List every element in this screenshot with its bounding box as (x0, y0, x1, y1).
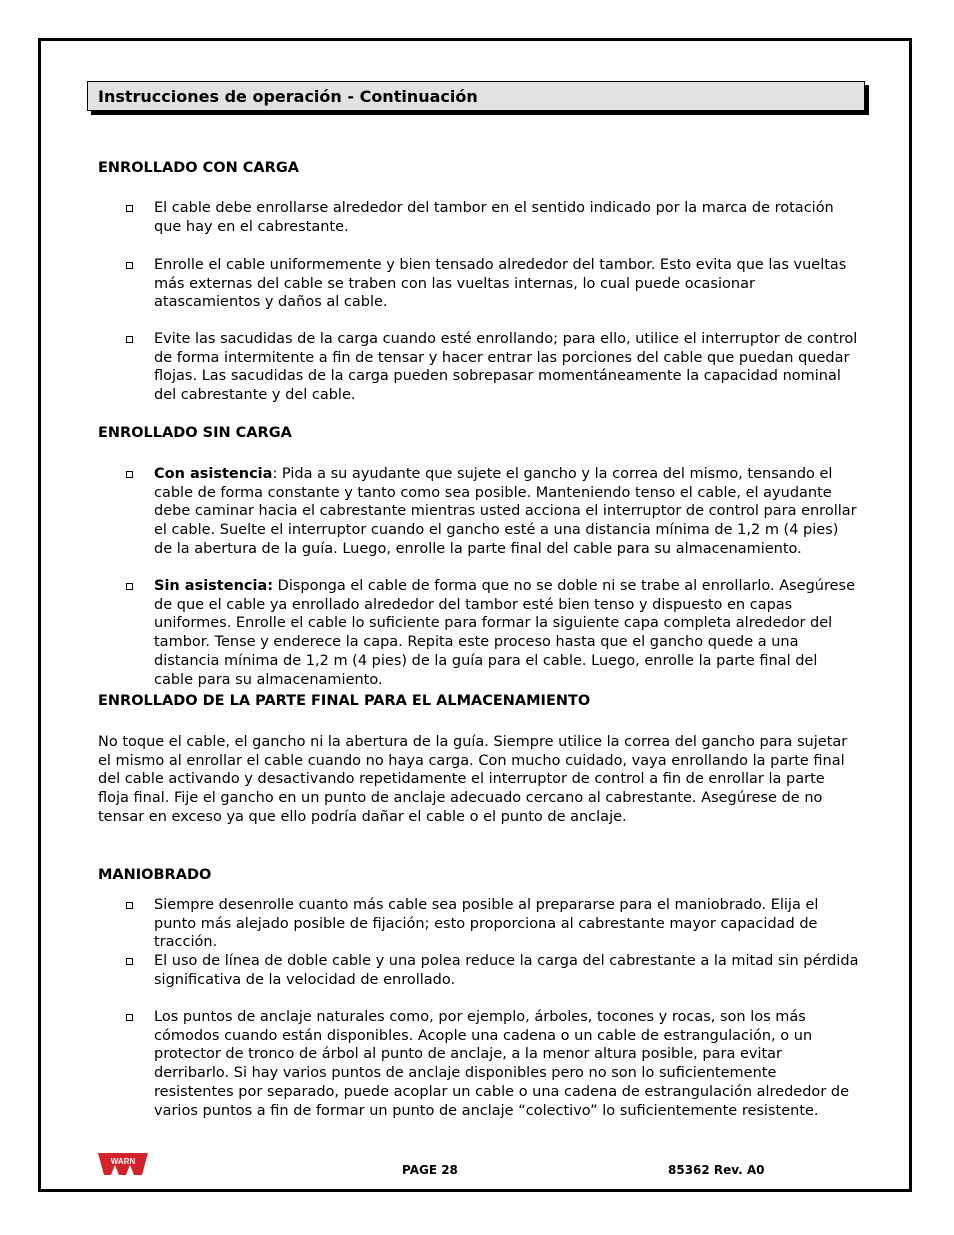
heading-enrollado-sin-carga: ENROLLADO SIN CARGA (98, 425, 292, 441)
warn-logo-icon (97, 1151, 149, 1177)
list-item: Siempre desenrolle cuanto más cable sea posible al prepararse para el maniobrado. Elija el punto más alejado posible de fijación; esto proporciona al cabrestante mayor capacidad de tracción. (154, 897, 819, 951)
bullet-square-icon (126, 336, 133, 343)
paragraph-parte-final: No toque el cable, el gancho ni la abertura de la guía. Siempre utilice la correa del gancho para sujetar el mismo al enrollar el cable cuando no haya carga. Con mucho cuidado, vaya enrollando la parte final del cable activando y desactivando repetidamente el interruptor de control a fin de enrollar la parte floja final. Fije el gancho en un punto de anclaje adecuado cercano al cabrestante. Asegúrese de no tensar en exceso ya que ello podría dañar el cable o el punto de anclaje. (98, 734, 848, 825)
bullet-square-icon (126, 471, 133, 478)
text-con-asistencia: : Pida a su ayudante que sujete el gancho y la correa del mismo, tensando el cable de forma constante y tanto como sea posible. Manteniendo tenso el cable, el ayudante debe caminar hacia el cabrestante mientras usted acciona el interruptor de control para enrollar el cable. Suelte el interruptor cuando el gancho esté a una distancia mínima de 1,2 m (4 pies) de la abertura de la guía. Luego, enrolle la parte final del cable para su almacenamiento. (154, 466, 857, 557)
list-item: Evite las sacudidas de la carga cuando esté enrollando; para ello, utilice el interruptor de control de forma intermitente a fin de tensar y hacer entrar las porciones del cable que puedan quedar flojas. Las sacudidas de la carga pueden sobrepasar momentáneamente la capacidad nominal del cabrestante y del cable. (154, 331, 858, 404)
heading-enrollado-con-carga: ENROLLADO CON CARGA (98, 160, 299, 176)
list-item: El uso de línea de doble cable y una polea reduce la carga del cabrestante a la mitad sin pérdida significativa de la velocidad de enrollado. (154, 953, 859, 988)
bullet-square-icon (126, 902, 133, 909)
bullet-square-icon (126, 583, 133, 590)
section-title-bar (87, 81, 865, 111)
list-item: El cable debe enrollarse alrededor del tambor en el sentido indicado por la marca de rotación que hay en el cabrestante. (154, 200, 834, 235)
lead-sin-asistencia: Sin asistencia: (154, 578, 274, 594)
bullet-square-icon (126, 205, 133, 212)
list-item-sin-asistencia (154, 577, 860, 689)
list-item: Los puntos de anclaje naturales como, por ejemplo, árboles, tocones y rocas, son los más cómodos cuando están disponibles. Acople una cadena o un cable de estrangulación, o un protector de tronco de árbol al punto de anclaje, a la menor altura posible, para evitar derribarlo. Si hay varios puntos de anclaje disponibles pero no son lo suficientemente resistentes por separado, puede acoplar un cable o una cadena de estrangulación alrededor de varios puntos a fin de formar un punto de anclaje “colectivo” lo suficientemente resistente. (154, 1009, 850, 1119)
page-number: PAGE 28 (402, 1163, 458, 1177)
logo-text: WARN (110, 1157, 136, 1166)
bullet-square-icon (126, 958, 133, 965)
heading-parte-final: ENROLLADO DE LA PARTE FINAL PARA EL ALMACENAMIENTO (98, 693, 591, 709)
list-item: Enrolle el cable uniformemente y bien tensado alrededor del tambor. Esto evita que las vueltas más externas del cable se traben con las vueltas internas, lo cual puede ocasionar atascamientos y daños al cable. (154, 257, 847, 311)
bullet-square-icon (126, 262, 133, 269)
lead-con-asistencia: Con asistencia (154, 466, 273, 482)
text-sin-asistencia: Disponga el cable de forma que no se doble ni se trabe al enrollarlo. Asegúrese de que el cable ya enrollado alrededor del tambor esté bien tenso y dispuesto en capas uniformes. Enrolle el cable lo suficiente para formar la siguiente capa completa alrededor del tambor. Tense y enderece la capa. Repita este proceso hasta que el gancho quede a una distancia mínima de 1,2 m (4 pies) de la guía para el cable. Luego, enrolle la parte final del cable para su almacenamiento. (154, 578, 856, 688)
page-title: Instrucciones de operación - Continuación (98, 87, 478, 106)
bullet-square-icon (126, 1014, 133, 1021)
heading-maniobrado: MANIOBRADO (98, 867, 212, 883)
list-item-con-asistencia (154, 465, 860, 559)
document-revision: 85362 Rev. A0 (668, 1163, 765, 1177)
